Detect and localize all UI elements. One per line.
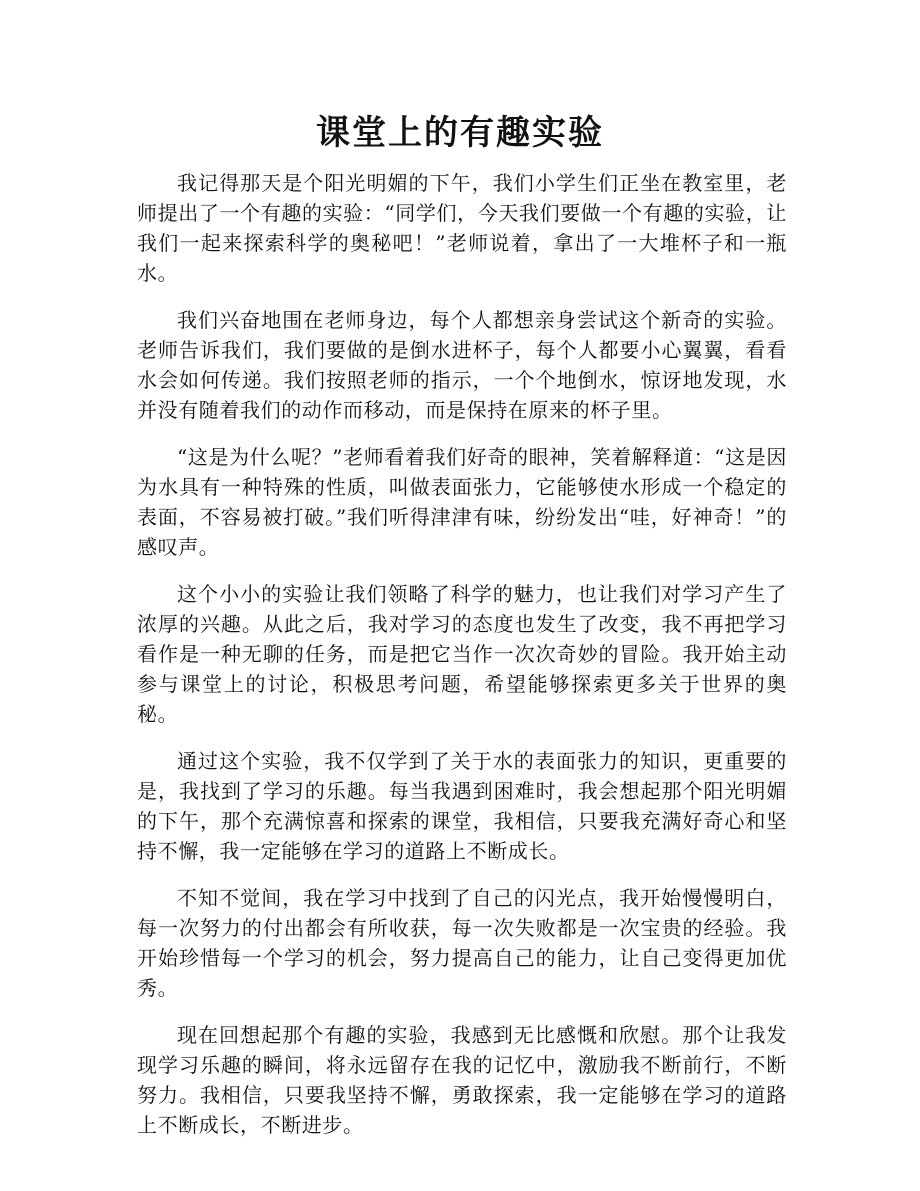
paragraph-5: 通过这个实验，我不仅学到了关于水的表面张力的知识，更重要的是，我找到了学习的乐趣。每当我遇到困难时，我会想起那个阳光明媚的下午，那个充满惊喜和探索的课堂，我相信，只要我充满好奇心和坚持不懈，我一定能够在学习的道路上不断成长。 [137, 749, 787, 863]
paragraph-3: “这是为什么呢？”老师看着我们好奇的眼神，笑着解释道：“这是因为水具有一种特殊的性质，叫做表面张力，它能够使水形成一个稳定的表面，不容易被打破。”我们听得津津有味，纷纷发出“哇，好神奇！”的感叹声。 [137, 445, 787, 559]
paragraph-6: 不知不觉间，我在学习中找到了自己的闪光点，我开始慢慢明白，每一次努力的付出都会有所收获，每一次失败都是一次宝贵的经验。我开始珍惜每一个学习的机会，努力提高自己的能力，让自己变得更加优秀。 [137, 886, 787, 1000]
document-title: 课堂上的有趣实验 [316, 113, 604, 153]
paragraph-7: 现在回想起那个有趣的实验，我感到无比感慨和欣慰。那个让我发现学习乐趣的瞬间，将永远留存在我的记忆中，激励我不断前行，不断努力。我相信，只要我坚持不懈，勇敢探索，我一定能够在学习的道路上不断成长，不断进步。 [137, 1023, 787, 1137]
paragraph-2: 我们兴奋地围在老师身边，每个人都想亲身尝试这个新奇的实验。老师告诉我们，我们要做的是倒水进杯子，每个人都要小心翼翼，看看水会如何传递。我们按照老师的指示，一个个地倒水，惊讶地发现，水并没有随着我们的动作而移动，而是保持在原来的杯子里。 [137, 308, 787, 422]
paragraph-1: 我记得那天是个阳光明媚的下午，我们小学生们正坐在教室里，老师提出了一个有趣的实验：“同学们，今天我们要做一个有趣的实验，让我们一起来探索科学的奥秘吧！”老师说着，拿出了一大堆杯子和一瓶水。 [137, 171, 787, 285]
paragraph-4: 这个小小的实验让我们领略了科学的魅力，也让我们对学习产生了浓厚的兴趣。从此之后，我对学习的态度也发生了改变，我不再把学习看作是一种无聊的任务，而是把它当作一次次奇妙的冒险。我开始主动参与课堂上的讨论，积极思考问题，希望能够探索更多关于世界的奥秘。 [137, 582, 787, 726]
document-body [137, 168, 787, 1157]
